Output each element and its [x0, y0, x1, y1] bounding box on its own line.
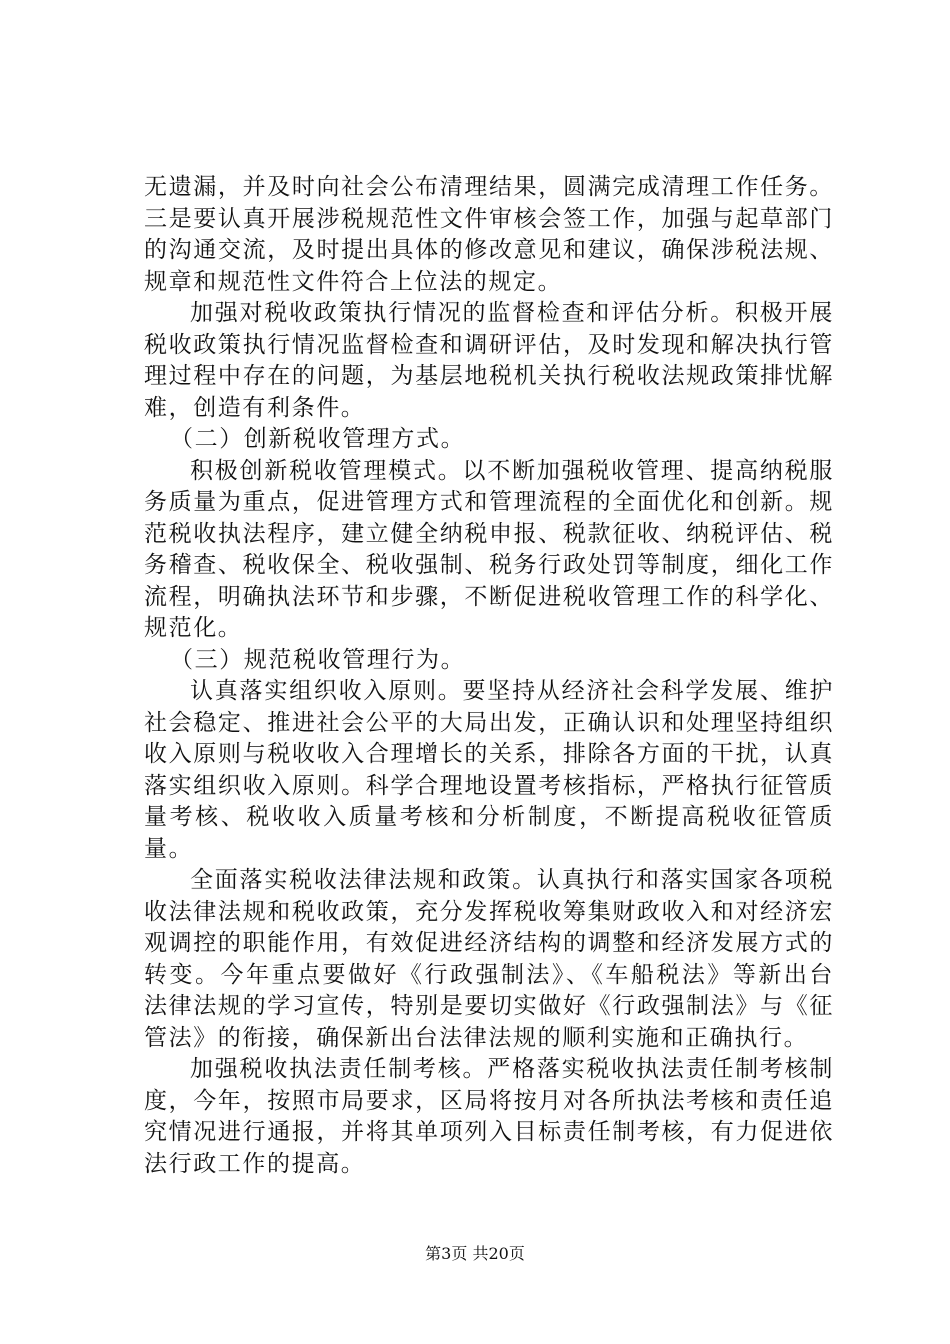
section-heading-3: （三）规范税收管理行为。: [170, 646, 466, 673]
paragraph-laws-policies: 全面落实税收法律法规和政策。认真执行和落实国家各项税收法律法规和税收政策，充分发挥税收筹集财政收入和对经济宏观调控的职能作用，有效促进经济结构的调整和经济发展方式的转变。今年重点要做好《行政强制法》、《车船税法》等新出台法律法规的学习宣传，特别是要切实做好《行政强制法》与《征管法》的衔接，确保新出台法律法规的顺利实施和正确执行。: [144, 867, 834, 1051]
section-heading-2: （二）创新税收管理方式。: [170, 426, 466, 452]
document-body: [144, 172, 834, 1180]
paragraph-revenue-principle: 认真落实组织收入原则。要坚持从经济社会科学发展、维护社会稳定、推进社会公平的大局出发，正确认识和处理坚持组织收入原则与税收收入合理增长的关系，排除各方面的干扰，认真落实组织收入原则。科学合理地设置考核指标，严格执行征管质量考核、税收收入质量考核和分析制度，不断提高税收征管质量。: [144, 678, 834, 862]
page-total: 共20页: [472, 1244, 525, 1263]
paragraph-continuation: 无遗漏，并及时向社会公布清理结果，圆满完成清理工作任务。三是要认真开展涉税规范性文件审核会签工作，加强与起草部门的沟通交流，及时提出具体的修改意见和建议，确保涉税法规、规章和规范性文件符合上位法的规定。: [144, 174, 834, 295]
paragraph-policy-supervision: 加强对税收政策执行情况的监督检查和评估分析。积极开展税收政策执行情况监督检查和调研评估，及时发现和解决执行管理过程中存在的问题，为基层地税机关执行税收法规政策排忧解难，创造有利条件。: [144, 300, 834, 421]
page-footer: [0, 1244, 950, 1264]
paragraph-innovation: 积极创新税收管理模式。以不断加强税收管理、提高纳税服务质量为重点，促进管理方式和管理流程的全面优化和创新。规范税收执法程序，建立健全纳税申报、税款征收、纳税评估、税务稽查、税收保全、税收强制、税务行政处罚等制度，细化工作流程，明确执法环节和步骤，不断促进税收管理工作的科学化、规范化。: [144, 457, 834, 641]
paragraph-responsibility: 加强税收执法责任制考核。严格落实税收执法责任制考核制度，今年，按照市局要求，区局将按月对各所执法考核和责任追究情况进行通报，并将其单项列入目标责任制考核，有力促进依法行政工作的提高。: [144, 1056, 834, 1177]
page-number: 第3页: [425, 1244, 468, 1263]
